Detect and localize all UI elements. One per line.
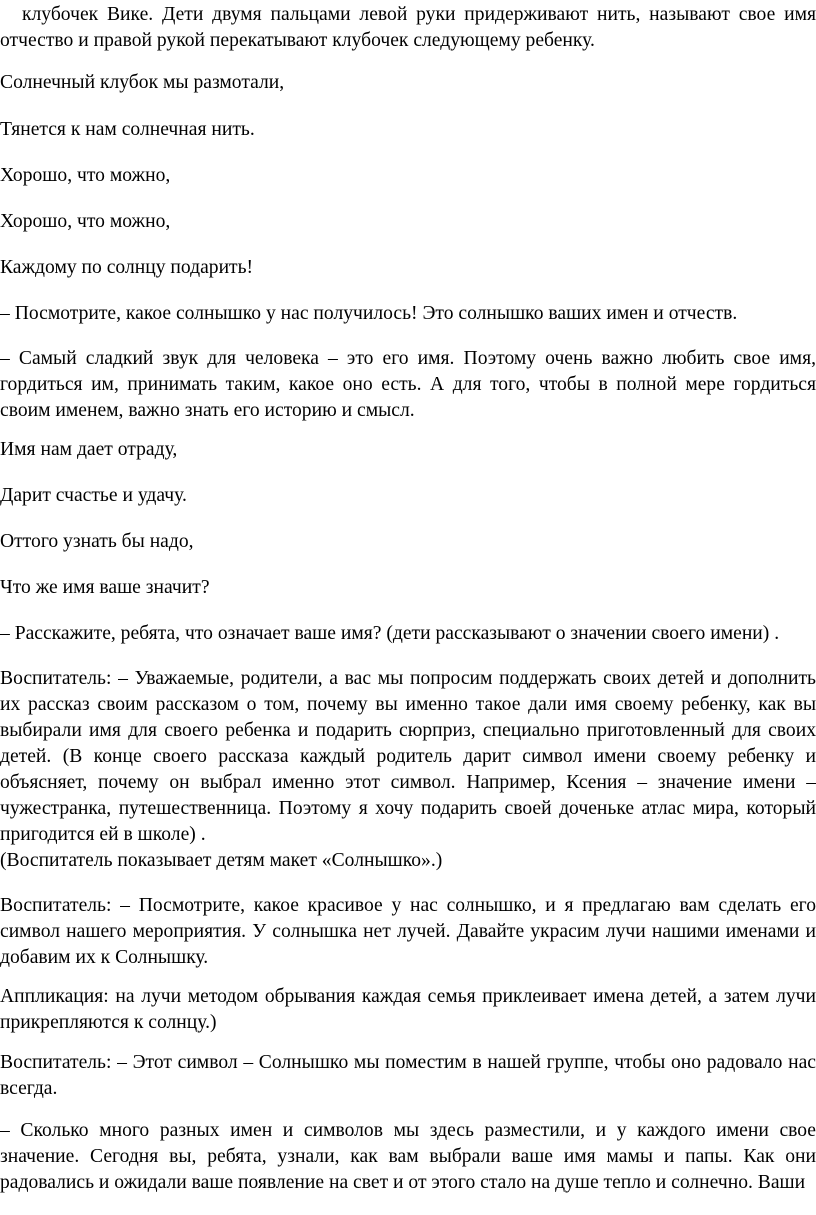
paragraph-sun-names: – Посмотрите, какое солнышко у нас получилось! Это солнышко ваших имен и отчеств. xyxy=(0,303,738,324)
poem2-line-4: Что же имя ваше значит? xyxy=(0,577,210,598)
paragraph-parents: Воспитатель: – Уважаемые, родители, а вас мы попросим поддержать своих детей и дополнить их рассказ своим рассказом о том, почему вы именно такое дали имя своему ребенку, как вы выбирали имя для своего ребенка и подарить сюрприз, специально приготовленный для своих детей. (В конце своего рассказа каждый родитель дарит символ имени своему ребенку и объясняет, почему он выбрал именно этот символ. Например, Ксения – значение имени – чужестранка, путешественница. Поэтому я хочу подарить своей доченьке атлас мира, который пригодится ей в школе) . xyxy=(0,668,816,845)
paragraph-intro: клубочек Вике. Дети двумя пальцами левой руки придерживают нить, называют свое имя отчество и правой рукой перекатывают клубочек следующему ребенку. xyxy=(0,4,816,51)
paragraph-tell-meaning: – Расскажите, ребята, что означает ваше имя? (дети рассказывают о значении своего имени) . xyxy=(0,623,780,644)
paragraph-closing: – Сколько много разных имен и символов мы здесь разместили, и у каждого имени свое значение. Сегодня вы, ребята, узнали, как вам выбрали ваше имя мамы и папы. Как они радовались и ожидали ваше появление на свет и от этого стало на душе тепло и солнечно. Ваши xyxy=(0,1120,816,1193)
paragraph-sweet-sound: – Самый сладкий звук для человека – это его имя. Поэтому очень важно любить свое имя, гордиться им, принимать таким, какое оно есть. А для того, чтобы в полной мере гордиться своим именем, важно знать его историю и смысл. xyxy=(0,348,816,421)
paragraph-applique: Аппликация: на лучи методом обрывания каждая семья приклеивает имена детей, а затем лучи прикрепляются к солнцу.) xyxy=(0,986,816,1033)
poem-line-5: Каждому по солнцу подарить! xyxy=(0,257,254,278)
poem2-line-1: Имя нам дает отраду, xyxy=(0,439,178,460)
paragraph-symbol: Воспитатель: – Этот символ – Солнышко мы поместим в нашей группе, чтобы оно радовало нас всегда. xyxy=(0,1052,816,1099)
poem2-line-3: Оттого узнать бы надо, xyxy=(0,531,194,552)
poem-line-4: Хорошо, что можно, xyxy=(0,211,171,232)
paragraph-model-sun: (Воспитатель показывает детям макет «Солнышко».) xyxy=(0,850,443,871)
poem2-line-2: Дарит счастье и удачу. xyxy=(0,485,187,506)
poem-line-1: Солнечный клубок мы размотали, xyxy=(0,72,285,93)
poem-line-3: Хорошо, что можно, xyxy=(0,165,171,186)
paragraph-beautiful-sun: Воспитатель: – Посмотрите, какое красивое у нас солнышко, и я предлагаю вам сделать его символ нашего мероприятия. У солнышка нет лучей. Давайте украсим лучи нашими именами и добавим их к Солнышку. xyxy=(0,895,816,968)
poem-line-2: Тянется к нам солнечная нить. xyxy=(0,119,255,140)
